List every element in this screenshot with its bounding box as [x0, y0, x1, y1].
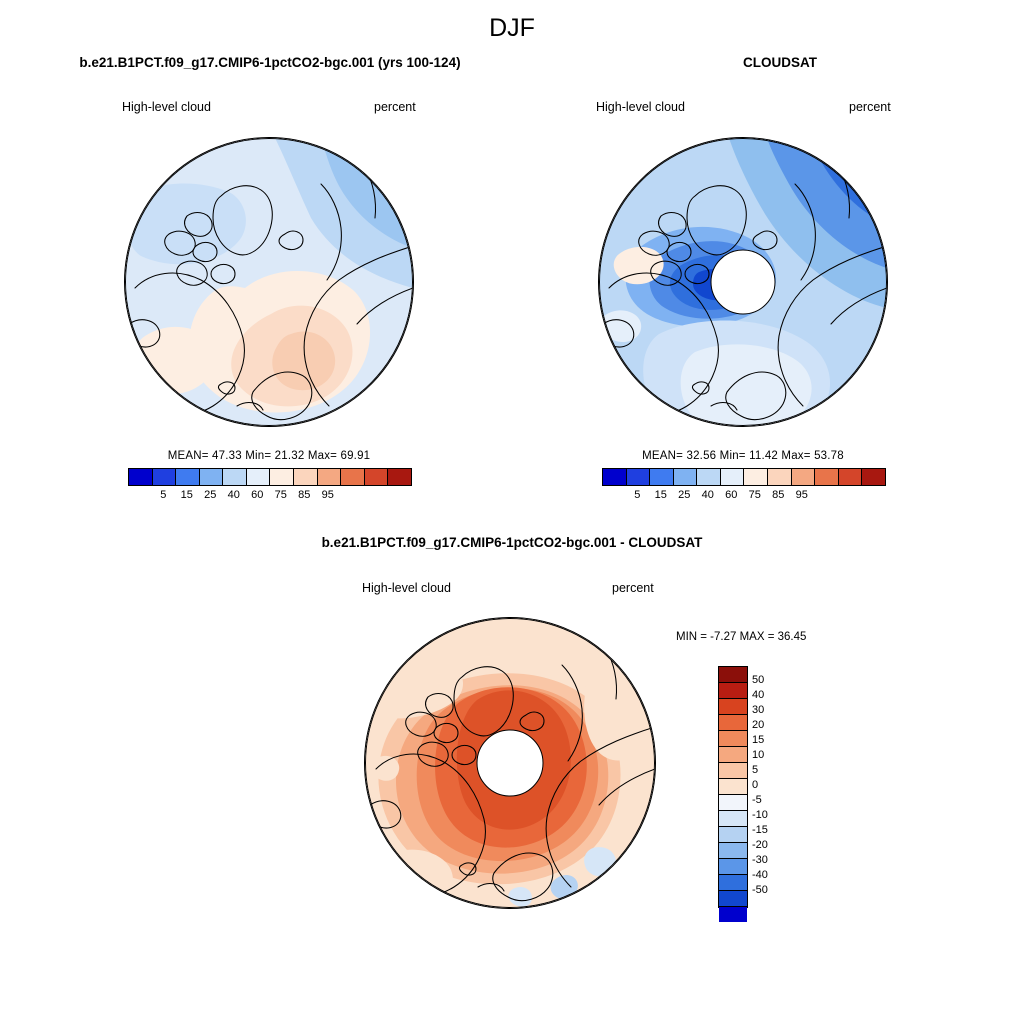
- colorbar-swatch: [293, 469, 317, 485]
- panel-varlabel-obs: High-level cloud: [596, 100, 685, 114]
- colorbar-tick-label: 15: [654, 489, 667, 501]
- colorbar-tick-label: 20: [752, 719, 765, 731]
- colorbar-tick-label: 10: [752, 749, 765, 761]
- colorbar-swatch: [719, 874, 747, 890]
- panel-varlabel-difference: High-level cloud: [362, 581, 451, 595]
- colorbar-swatch: [767, 469, 791, 485]
- colorbar-swatch: [719, 826, 747, 842]
- panel-unitslabel-obs: percent: [849, 100, 891, 114]
- map-field-difference: [365, 618, 655, 908]
- colorbar-swatch: [626, 469, 650, 485]
- map-globe-difference: [364, 617, 656, 909]
- colorbar-swatch: [719, 778, 747, 794]
- map-globe-obs: [598, 137, 888, 427]
- map-field-model: [125, 138, 413, 426]
- colorbar-tick-label: 40: [701, 489, 714, 501]
- colorbar-tick-label: 85: [298, 489, 311, 501]
- colorbar-tick-label: 15: [180, 489, 193, 501]
- colorbar-tick-label: 40: [752, 689, 765, 701]
- colorbar-swatch: [719, 762, 747, 778]
- colorbar-tick-label: -40: [752, 869, 768, 881]
- colorbar-swatch: [719, 906, 747, 922]
- colorbar-difference: [718, 666, 748, 908]
- colorbar-swatch: [269, 469, 293, 485]
- colorbar-tick-label: -50: [752, 884, 768, 896]
- colorbar-swatch: [719, 810, 747, 826]
- colorbar-swatch: [317, 469, 341, 485]
- colorbar-tick-label: 95: [321, 489, 334, 501]
- colorbar-swatch: [719, 794, 747, 810]
- colorbar-swatch: [814, 469, 838, 485]
- colorbar-tick-label: 5: [634, 489, 641, 501]
- colorbar-tick-label: -10: [752, 809, 768, 821]
- colorbar-model: [128, 468, 412, 486]
- colorbar-obs: [602, 468, 886, 486]
- colorbar-swatch: [603, 469, 626, 485]
- colorbar-tick-label: 95: [795, 489, 808, 501]
- colorbar-swatch: [129, 469, 152, 485]
- panel-unitslabel-difference: percent: [612, 581, 654, 595]
- colorbar-tick-label: 85: [772, 489, 785, 501]
- colorbar-tick-label: -5: [752, 794, 762, 806]
- colorbar-swatch: [696, 469, 720, 485]
- colorbar-tick-label: 25: [204, 489, 217, 501]
- colorbar-swatch: [152, 469, 176, 485]
- colorbar-tick-label: -15: [752, 824, 768, 836]
- colorbar-tick-label: 0: [752, 779, 759, 791]
- panel-title-model: b.e21.B1PCT.f09_g17.CMIP6-1pctCO2-bgc.001 (yrs 100-124): [79, 55, 461, 70]
- colorbar-tick-label: 60: [725, 489, 738, 501]
- colorbar-swatch: [719, 714, 747, 730]
- colorbar-swatch: [175, 469, 199, 485]
- colorbar-tick-label: 50: [752, 674, 765, 686]
- map-globe-model: [124, 137, 414, 427]
- stats-model: MEAN= 47.33 Min= 21.32 Max= 69.91: [167, 450, 371, 462]
- figure-title: DJF: [489, 14, 535, 42]
- colorbar-swatch: [719, 746, 747, 762]
- colorbar-swatch: [719, 858, 747, 874]
- colorbar-tick-label: 25: [678, 489, 691, 501]
- colorbar-tick-label: 75: [748, 489, 761, 501]
- colorbar-swatch: [861, 469, 885, 485]
- colorbar-swatch: [719, 890, 747, 906]
- colorbar-swatch: [673, 469, 697, 485]
- colorbar-tick-label: 40: [227, 489, 240, 501]
- colorbar-swatch: [743, 469, 767, 485]
- colorbar-swatch: [649, 469, 673, 485]
- colorbar-tick-label: 15: [752, 734, 765, 746]
- colorbar-swatch: [364, 469, 388, 485]
- colorbar-swatch: [387, 469, 411, 485]
- colorbar-swatch: [838, 469, 862, 485]
- colorbar-swatch: [719, 698, 747, 714]
- colorbar-swatch: [340, 469, 364, 485]
- colorbar-swatch: [720, 469, 744, 485]
- stats-obs: MEAN= 32.56 Min= 11.42 Max= 53.78: [642, 450, 844, 462]
- panel-title-obs: CLOUDSAT: [743, 55, 817, 70]
- colorbar-swatch: [719, 730, 747, 746]
- colorbar-swatch: [719, 842, 747, 858]
- colorbar-tick-label: 60: [251, 489, 264, 501]
- colorbar-swatch: [199, 469, 223, 485]
- colorbar-swatch: [246, 469, 270, 485]
- panel-unitslabel-model: percent: [374, 100, 416, 114]
- colorbar-swatch: [791, 469, 815, 485]
- colorbar-tick-label: -20: [752, 839, 768, 851]
- minmax-difference: MIN = -7.27 MAX = 36.45: [676, 631, 807, 643]
- map-field-obs: [599, 138, 887, 426]
- colorbar-swatch: [719, 682, 747, 698]
- colorbar-tick-label: 5: [752, 764, 759, 776]
- colorbar-swatch: [222, 469, 246, 485]
- colorbar-tick-label: 30: [752, 704, 765, 716]
- colorbar-tick-label: 75: [274, 489, 287, 501]
- colorbar-labels-difference: [752, 666, 792, 906]
- colorbar-swatch: [719, 667, 747, 682]
- panel-varlabel-model: High-level cloud: [122, 100, 211, 114]
- colorbar-tick-label: 5: [160, 489, 167, 501]
- panel-title-difference: b.e21.B1PCT.f09_g17.CMIP6-1pctCO2-bgc.001 - CLOUDSAT: [321, 535, 703, 550]
- colorbar-tick-label: -30: [752, 854, 768, 866]
